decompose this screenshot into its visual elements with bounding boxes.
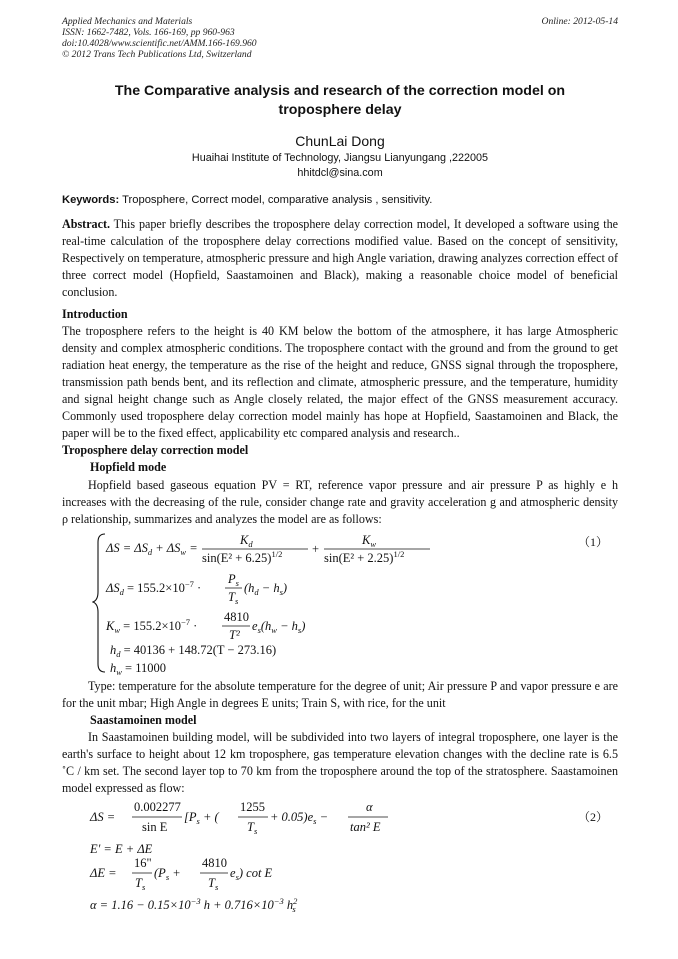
eq1-l3-tail3: − h — [276, 618, 298, 633]
eq1-f2-num-sub: w — [370, 538, 377, 549]
eq2-mid4: − — [316, 810, 329, 825]
eq2-h-den: tan² E — [350, 820, 381, 835]
equation-1-svg — [92, 530, 512, 676]
eq1-f2-num: K — [362, 532, 371, 547]
paper-body — [62, 192, 618, 921]
eq1-l3-tail: e — [252, 618, 258, 633]
eq1-l5-lhs: h — [110, 660, 117, 675]
svg-text:Kw — [361, 533, 376, 549]
equation-1-number: （1） — [577, 534, 608, 549]
eq2-mid1-sub: s — [196, 816, 200, 827]
section-heading: Troposphere delay correction model — [62, 443, 249, 458]
svg-text:+ 0.05)es − — [270, 810, 328, 826]
eq1-l1-lhs: ΔS = ΔS — [106, 540, 148, 555]
eq2-h-num: α — [366, 800, 373, 815]
eq2-l3-den2-sub: s — [214, 882, 219, 893]
saastamoinen-paragraph: In Saastamoinen building model, will be subdivided into two layers of integral troposphere, one layer is the earth's surface to height about 12 km troposphere, gas temperature elevation changes with the decline rate is 6.5 ˚C / km set. The second layer top to 70 km from the troposphere around the top of the stratosphere. Saastamoinen model expressed as flow: — [62, 730, 618, 796]
eq2-l4-exp1: −3 — [190, 896, 201, 907]
eq2-mid3: + 0.05)e — [270, 810, 314, 825]
svg-text:Kw = 155.2×10−7 · — [105, 617, 197, 635]
svg-text:(Ps + — [154, 866, 181, 882]
svg-text:hd = 40136 + 148.72(T − 273.16 — [110, 643, 276, 659]
title-line-1: The Comparative analysis and research of the correction model on — [114, 83, 566, 99]
keywords — [62, 192, 618, 209]
svg-text:Ps — [227, 572, 240, 588]
svg-text:hw = 11000 — [110, 661, 166, 676]
eq1-l2-dot: · — [193, 580, 202, 595]
equation-2-svg — [76, 799, 496, 921]
eq1-l4-lhs: h — [110, 642, 117, 657]
online-date: Online: 2012-05-14 — [541, 16, 618, 27]
type-paragraph: Type: temperature for the absolute temperature for the degree of unit; Air pressure P and vapor pressure e are for the unit mbar; High Angle in degrees E units; Train S, with rice, for the unit — [62, 678, 618, 710]
eq1-l1-b: + ΔS — [152, 540, 181, 555]
doi-line: doi:10.4028/www.scientific.net/AMM.166-169.960 — [62, 38, 257, 49]
svg-text:Ts — [208, 876, 219, 892]
eq2-mid1: [P — [184, 810, 197, 825]
eq1-l2-num-sub: s — [235, 577, 239, 588]
journal-name: Applied Mechanics and Materials — [62, 16, 193, 27]
svg-text:sin(E² + 6.25)1/2 — [202, 549, 282, 565]
equation-2 — [62, 799, 618, 921]
svg-text:es(hw − hs) — [252, 619, 305, 635]
eq1-l4-rhs: = 40136 + 148.72(T − 273.16) — [120, 642, 277, 657]
eq2-l3-plus: + — [169, 866, 181, 881]
eq1-l5-sub: w — [116, 666, 122, 676]
eq1-l3-den: T² — [229, 627, 240, 642]
hopfield-heading: Hopfield mode — [90, 460, 167, 475]
eq1-l3-tail2: (h — [260, 618, 272, 633]
eq1-f2-den: sin(E² + 2.25) — [324, 550, 394, 565]
eq1-plus: + — [312, 541, 320, 556]
affiliation-text: Huaihai Institute of Technology, Jiangsu Lianyungang ,222005 — [191, 152, 489, 164]
brace-icon — [93, 534, 105, 672]
eq1-f1-den-sup: 1/2 — [271, 548, 283, 559]
eq1-l3-sub: w — [114, 624, 121, 635]
eq1-f2-den-sup: 1/2 — [393, 548, 405, 559]
title-line-2: troposphere delay — [278, 102, 402, 118]
eq1-l2-tail-end: ) — [282, 580, 288, 595]
saastamoinen-heading: Saastamoinen model — [90, 712, 197, 727]
eq2-l2: E' = E + ΔE — [90, 842, 153, 857]
author-email: hhitdcl@sina.com — [297, 167, 383, 179]
eq2-l3-den: T — [135, 876, 142, 891]
eq1-l2-eq: = 155.2×10 — [123, 580, 185, 595]
eq1-f1-num-sub: d — [248, 538, 253, 549]
author-name: ChunLai Dong — [295, 133, 385, 149]
eq1-l3-exp: −7 — [181, 616, 191, 627]
eq2-l3-den-sub: s — [141, 882, 146, 893]
svg-text:(hd − hs) — [244, 581, 287, 597]
svg-text:Ts — [247, 820, 258, 836]
equation-1 — [62, 530, 618, 676]
svg-text:sin(E² + 2.25)1/2 — [324, 549, 404, 565]
svg-text:ΔSd = 155.2×10−7 · — [105, 579, 201, 597]
equation-2-number: （2） — [577, 810, 608, 825]
hopfield-paragraph: Hopfield based gaseous equation PV = RT, reference vapor pressure and air pressure P as highly e h increases with the decreasing of the rule, consider change rate and gravity acceleration g and atmospheric density ρ relationship, summarizes and analyzes the model are as follows: — [62, 477, 618, 526]
intro-heading: Introduction — [62, 306, 128, 321]
eq1-l3-dot: · — [190, 618, 198, 633]
abstract — [62, 216, 618, 301]
eq1-l3-lhs: K — [106, 618, 115, 633]
eq2-l3-num2: 4810 — [202, 856, 227, 871]
eq2-l3-end: ) cot E — [238, 866, 273, 881]
eq1-l5-rhs: = 11000 — [121, 660, 167, 675]
eq1-l4-sub: d — [116, 648, 121, 659]
eq2-l1-lhs: ΔS = — [90, 810, 116, 825]
author-affiliation — [62, 151, 618, 181]
eq2-f-num: 0.002277 — [134, 800, 181, 815]
eq1-l2-tail: (h — [244, 580, 255, 595]
eq2-mid2: + ( — [199, 810, 219, 825]
eq1-l2-tail-mid: − h — [258, 580, 280, 595]
eq1-l3-eq: = 155.2×10 — [120, 618, 181, 633]
eq1-l3-tail-sub3: s — [297, 624, 302, 635]
eq1-l1-eq: = — [186, 540, 198, 555]
eq1-l2-tail-sub2: s — [279, 586, 283, 597]
intro-paragraph: The troposphere refers to the height is 40 KM below the bottom of the atmosphere, it has large Atmospheric density and complex atmospheric conditions. The troposphere contact with the ground and from the ground to get radiation heat energy, the temperature as the rise of the height and reduce, GNSS signal through the troposphere, transmission path bends bent, and its reflection and climate, atmospheric pressure, and the temperature, humidity and signal height change such as Angle closely related, the major effect of the GNSS measurement accuracy. Commonly used troposphere delay correction model mainly has hope at Hopfield, Saastamoinen and Black, the paper will be to the fixed effect, applicability etc compared analysis and research.. — [62, 323, 618, 441]
eq1-l2-num: P — [228, 571, 236, 586]
eq2-g-den: T — [247, 820, 254, 835]
eq2-l3-num: 16" — [134, 856, 152, 871]
eq2-l3-tail-sub: s — [235, 872, 239, 883]
eq1-l2-exp: −7 — [184, 578, 194, 589]
eq1-l2-lhs: ΔS — [106, 580, 120, 595]
eq2-f-den: sin E — [142, 820, 168, 835]
svg-text:Ts — [228, 590, 239, 606]
svg-text:[Ps + ( — [184, 810, 219, 826]
abstract-label: Abstract. — [62, 217, 111, 232]
journal-header — [62, 16, 618, 60]
eq2-l4: α = 1.16 − 0.15×10 — [90, 898, 191, 913]
eq1-l3-tail4: ) — [301, 618, 306, 633]
eq2-l3-lhs: ΔE = — [90, 866, 117, 881]
copyright-line: © 2012 Trans Tech Publications Ltd, Switzerland — [62, 49, 252, 60]
eq2-l3-tail: e — [230, 866, 236, 881]
eq1-l3-tail-sub2: w — [271, 624, 277, 635]
eq1-f1-den: sin(E² + 6.25) — [202, 550, 272, 565]
eq2-l4-end-sup: 2 — [293, 896, 298, 907]
svg-text:Ts — [135, 876, 146, 892]
eq1-f1-num: K — [240, 532, 249, 547]
abstract-text: This paper briefly describes the troposphere delay correction model, It developed a software using the real-time calculation of the troposphere delay corrections modified value. Based on the concept of sensitivity, Respectively on temperature, atmospheric pressure and high Angle variation, drawing analyzes correction effect of three correct model (Hopfield, Saastamoinen and Black), making a reasonable choice model of beneficial conclusion. — [62, 217, 618, 300]
eq1-l2-den: T — [228, 589, 235, 604]
eq1-l1-sub-c: w — [180, 546, 187, 557]
eq1-l3-num: 4810 — [224, 609, 249, 624]
eq2-l4-end: h — [283, 898, 294, 913]
issn-line: ISSN: 1662-7482, Vols. 166-169, pp 960-963 — [62, 27, 235, 38]
eq2-l4-mid: h + 0.716×10 — [200, 898, 274, 913]
eq1-l2-sub: d — [119, 586, 124, 597]
eq2-l3-mid: (P — [154, 866, 166, 881]
eq2-l4-exp2: −3 — [273, 896, 284, 907]
keywords-label: Keywords: — [62, 194, 120, 206]
eq1-l2-tail-sub1: d — [254, 586, 259, 597]
keywords-text: Troposphere, Correct model, comparative analysis , sensitivity. — [119, 194, 433, 206]
eq2-g-den-sub: s — [253, 826, 258, 837]
svg-text:Kd — [239, 533, 253, 549]
eq2-l4-end-sub: s — [292, 904, 296, 915]
svg-text:ΔS = ΔSd + ΔSw = — [105, 541, 198, 557]
svg-text:es) cot E — [230, 866, 273, 882]
eq1-l1-sub-a: d — [147, 546, 153, 557]
eq1-l2-den-sub: s — [234, 595, 239, 606]
eq2-mid3-sub: s — [313, 816, 317, 827]
eq2-l3-mid-sub: s — [165, 872, 170, 883]
eq2-l3-den2: T — [208, 876, 215, 891]
eq1-l3-tail-sub: s — [257, 624, 261, 635]
eq2-g-num: 1255 — [240, 800, 265, 815]
svg-text:α = 1.16 − 0.15×10−3 h + 0.716 — [90, 896, 298, 914]
paper-title — [62, 82, 618, 120]
